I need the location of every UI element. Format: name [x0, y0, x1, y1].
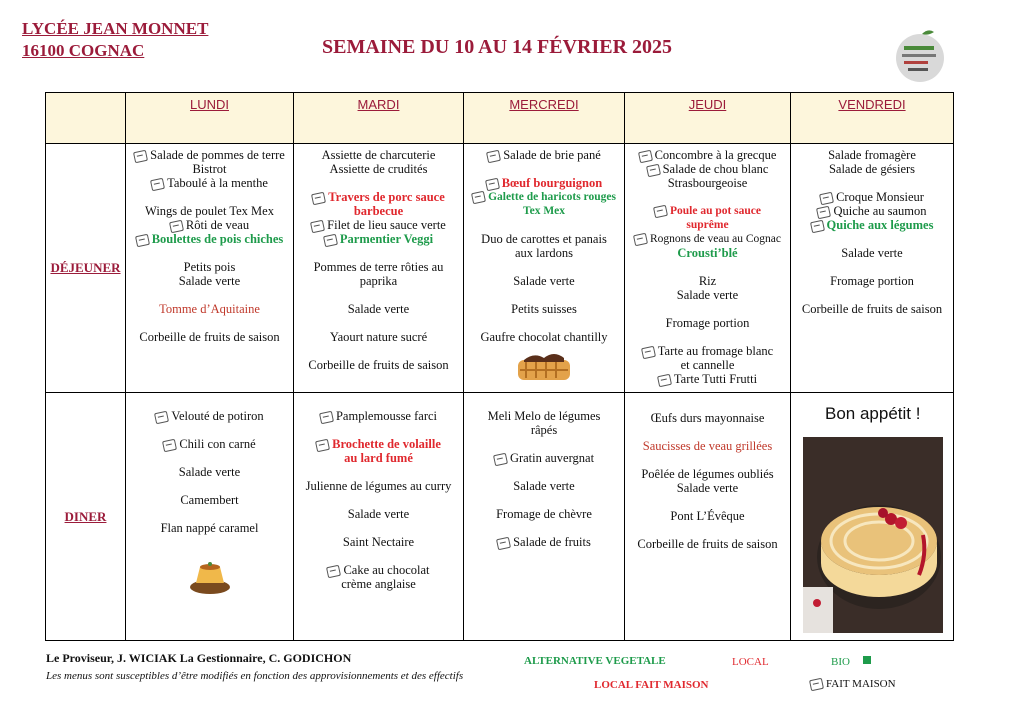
menu-item: paprika: [359, 274, 398, 288]
menu-item: Wings de poulet Tex Mex: [145, 204, 274, 218]
menu-item: Œufs durs mayonnaise: [650, 411, 765, 425]
menu-item: Brochette de volaille: [294, 437, 463, 451]
fait-maison-icon: [810, 219, 825, 232]
legend-local-fait-maison: LOCAL FAIT MAISON: [594, 679, 709, 691]
menu-item: Salade verte: [513, 274, 575, 288]
menu-item: Salade de fruits: [464, 535, 624, 549]
fait-maison-icon: [485, 177, 500, 190]
menu-item: Salade de pommes de terre: [126, 148, 293, 162]
menu-item: Cake au chocolat: [294, 563, 463, 577]
dinner-lundi: [126, 393, 294, 641]
fait-maison-icon: [653, 205, 668, 218]
menu-item: Salade verte: [676, 481, 739, 495]
fait-maison-icon: [641, 345, 656, 358]
menu-item: Galette de haricots rouges: [464, 190, 624, 204]
fait-maison-icon: [809, 678, 824, 691]
signature: Le Proviseur, J. WICIAK La Gestionnaire, C. GODICHON: [46, 651, 352, 665]
dinner-mardi: [294, 393, 464, 641]
day-header-vendredi: VENDREDI: [791, 93, 954, 144]
menu-item: Camembert: [180, 493, 239, 507]
menu-item: crème anglaise: [341, 577, 416, 591]
menu-item: Salade de brie pané: [464, 148, 624, 162]
menu-item: Parmentier Veggi: [294, 232, 463, 246]
menu-item: Assiette de crudités: [329, 162, 428, 176]
legend-veg: ALTERNATIVE VEGETALE: [524, 655, 666, 667]
menu-item: Concombre à la grecque: [625, 148, 790, 162]
menu-item: Fromage portion: [665, 316, 750, 330]
menu-item: barbecue: [353, 204, 404, 218]
lunch-lundi: [126, 144, 294, 393]
fait-maison-icon: [819, 191, 834, 204]
fait-maison-icon: [169, 219, 184, 232]
school-line1: LYCÉE JEAN MONNET: [22, 19, 209, 38]
menu-item: Duo de carottes et panais: [481, 232, 607, 246]
menu-item: Tex Mex: [522, 205, 566, 217]
menu-item: Tomme d’Aquitaine: [159, 302, 260, 316]
menu-item: Rôti de veau: [126, 218, 293, 232]
school-line2: 16100 COGNAC: [22, 41, 145, 60]
menu-item: Yaourt nature sucré: [329, 330, 428, 344]
lunch-jeudi: [625, 144, 791, 393]
fait-maison-icon: [646, 163, 661, 176]
menu-item: Pont L’Évêque: [670, 509, 745, 523]
bon-appetit-text: Bon appétit !: [825, 404, 921, 423]
menu-item: Rognons de veau au Cognac: [625, 232, 790, 246]
fait-maison-icon: [310, 219, 325, 232]
menu-item: Julienne de légumes au curry: [305, 479, 452, 493]
menu-item: Saucisses de veau grillées: [642, 439, 773, 453]
menu-item: Flan nappé caramel: [160, 521, 259, 535]
menu-item: Croque Monsieur: [791, 190, 953, 204]
day-header-lundi: LUNDI: [126, 93, 294, 144]
day-header-mercredi: MERCREDI: [464, 93, 625, 144]
menu-item: Pamplemousse farci: [294, 409, 463, 423]
fait-maison-icon: [319, 410, 334, 423]
menu-item: suprême: [686, 219, 729, 231]
menu-item: Crousti’blé: [677, 246, 738, 260]
fait-maison-icon: [154, 410, 169, 423]
menu-item: Salade verte: [841, 246, 903, 260]
fait-maison-icon: [633, 233, 648, 246]
fait-maison-icon: [471, 191, 486, 204]
cheesecake-image: [803, 437, 943, 633]
menu-item: Saint Nectaire: [342, 535, 415, 549]
menu-item: Salade verte: [513, 479, 575, 493]
day-header-mardi: MARDI: [294, 93, 464, 144]
menu-item: Fromage portion: [830, 274, 914, 288]
menu-table: [45, 92, 954, 641]
menu-item: Velouté de potiron: [126, 409, 293, 423]
lunch-mardi: [294, 144, 464, 393]
menu-item: Gaufre chocolat chantilly: [480, 330, 608, 344]
legend-bio: BIO: [831, 656, 871, 668]
menu-item: Quiche au saumon: [791, 204, 953, 218]
fait-maison-icon: [150, 177, 165, 190]
menu-item: Salade verte: [178, 274, 241, 288]
menu-item: Corbeille de fruits de saison: [801, 302, 943, 316]
fait-maison-icon: [315, 438, 330, 451]
menu-item: Poule au pot sauce: [625, 204, 790, 218]
apple-logo-icon: [890, 24, 950, 84]
menu-item: Corbeille de fruits de saison: [308, 358, 449, 372]
row-label-diner: DINER: [46, 393, 126, 641]
waffle-icon: [512, 350, 576, 384]
menu-item: Poêlée de légumes oubliés: [641, 467, 774, 481]
menu-item: Tarte au fromage blanc: [625, 344, 790, 358]
menu-item: et cannelle: [680, 358, 735, 372]
menu-item: Petits suisses: [511, 302, 577, 316]
disclaimer-note: Les menus sont susceptibles d’être modifiés en fonction des approvisionnements et des effectifs: [46, 670, 464, 682]
menu-item: Pommes de terre rôties au: [313, 260, 444, 274]
menu-item: Taboulé à la menthe: [126, 176, 293, 190]
menu-item: Tarte Tutti Frutti: [625, 372, 790, 386]
fait-maison-icon: [493, 452, 508, 465]
menu-item: Corbeille de fruits de saison: [637, 537, 778, 551]
legend-local: LOCAL: [732, 656, 769, 668]
menu-item: Gratin auvergnat: [464, 451, 624, 465]
dinner-mercredi: [464, 393, 625, 641]
menu-item: Salade de gésiers: [828, 162, 916, 176]
fait-maison-icon: [638, 149, 653, 162]
fait-maison-icon: [311, 191, 326, 204]
row-label-dejeuner: DÉJEUNER: [46, 144, 126, 393]
fait-maison-icon: [657, 373, 672, 386]
menu-item: Chili con carné: [126, 437, 293, 451]
bio-icon: [863, 656, 871, 664]
day-header-jeudi: JEUDI: [625, 93, 791, 144]
menu-item: Salade verte: [676, 288, 739, 302]
lunch-vendredi: [791, 144, 954, 393]
menu-item: Quiche aux légumes: [791, 218, 953, 232]
menu-item: Travers de porc sauce: [294, 190, 463, 204]
menu-item: Bistrot: [192, 162, 227, 176]
lunch-mercredi: [464, 144, 625, 393]
menu-item: Meli Melo de légumes: [487, 409, 601, 423]
menu-item: Salade verte: [178, 465, 241, 479]
menu-item: Salade de chou blanc: [625, 162, 790, 176]
fait-maison-icon: [496, 536, 511, 549]
flan-icon: [188, 553, 232, 597]
dinner-vendredi: [791, 393, 954, 641]
menu-item: Salade fromagère: [828, 148, 916, 162]
menu-item: Corbeille de fruits de saison: [139, 330, 280, 344]
fait-maison-icon: [326, 564, 341, 577]
menu-item: Salade verte: [347, 507, 410, 521]
dinner-jeudi: [625, 393, 791, 641]
fait-maison-icon: [135, 233, 150, 246]
table-corner: [46, 93, 126, 144]
fait-maison-icon: [323, 233, 338, 246]
menu-item: Filet de lieu sauce verte: [294, 218, 463, 232]
menu-item: Riz: [698, 274, 717, 288]
menu-item: Fromage de chèvre: [496, 507, 592, 521]
menu-item: aux lardons: [515, 246, 573, 260]
school-name: [22, 18, 208, 62]
menu-item: Assiette de charcuterie: [321, 148, 436, 162]
fait-maison-icon: [486, 149, 501, 162]
fait-maison-icon: [816, 205, 831, 218]
page-title: SEMAINE DU 10 AU 14 FÉVRIER 2025: [322, 36, 673, 58]
fait-maison-icon: [162, 438, 177, 451]
menu-item: au lard fumé: [344, 451, 413, 465]
menu-item: Boulettes de pois chiches: [126, 232, 293, 246]
menu-item: râpés: [530, 423, 558, 437]
fait-maison-icon: [133, 149, 148, 162]
legend-fait-maison: FAIT MAISON: [810, 678, 896, 690]
menu-item: Petits pois: [183, 260, 236, 274]
menu-item: Bœuf bourguignon: [464, 176, 624, 190]
menu-item: Strasbourgeoise: [667, 176, 748, 190]
menu-item: Salade verte: [347, 302, 410, 316]
